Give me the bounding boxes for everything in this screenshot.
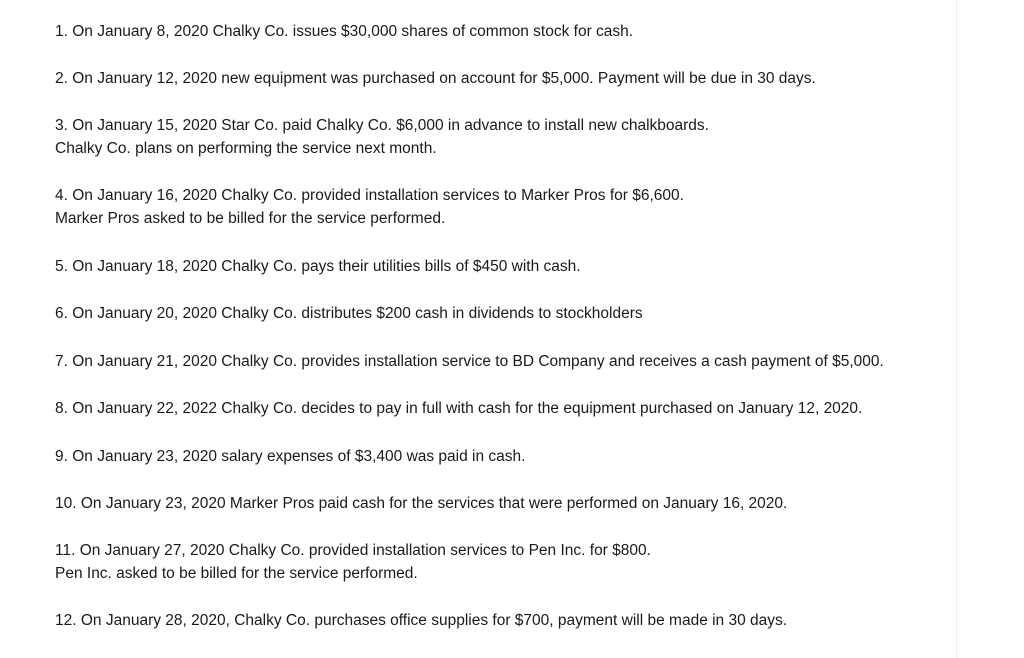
item-line: 10. On January 23, 2020 Marker Pros paid cash for the services that were performed on January 16, 2020. — [55, 495, 788, 512]
list-item — [55, 539, 950, 585]
item-line: 1. On January 8, 2020 Chalky Co. issues $30,000 shares of common stock for cash. — [55, 23, 634, 40]
item-line: Pen Inc. asked to be billed for the service performed. — [55, 565, 418, 582]
list-item — [55, 445, 950, 468]
transaction-list — [55, 20, 950, 632]
list-item — [55, 397, 950, 420]
list-item — [55, 492, 950, 515]
item-line: Chalky Co. plans on performing the service next month. — [55, 140, 437, 157]
item-line: 3. On January 15, 2020 Star Co. paid Chalky Co. $6,000 in advance to install new chalkboards. — [55, 117, 709, 134]
item-line: 6. On January 20, 2020 Chalky Co. distributes $200 cash in dividends to stockholders — [55, 305, 643, 322]
list-item — [55, 302, 950, 325]
list-item — [55, 184, 950, 230]
item-line: 8. On January 22, 2022 Chalky Co. decides to pay in full with cash for the equipment purchased on January 12, 2020. — [55, 400, 863, 417]
item-line: 2. On January 12, 2020 new equipment was purchased on account for $5,000. Payment will be due in 30 days. — [55, 70, 816, 87]
list-item — [55, 67, 950, 90]
item-line: 11. On January 27, 2020 Chalky Co. provided installation services to Pen Inc. for $800. — [55, 542, 651, 559]
item-line: 4. On January 16, 2020 Chalky Co. provided installation services to Marker Pros for $6,600. — [55, 187, 684, 204]
item-line: Marker Pros asked to be billed for the service performed. — [55, 210, 446, 227]
list-item — [55, 609, 950, 632]
item-line: 5. On January 18, 2020 Chalky Co. pays their utilities bills of $450 with cash. — [55, 258, 581, 275]
list-item — [55, 20, 950, 43]
list-item — [55, 255, 950, 278]
item-line: 12. On January 28, 2020, Chalky Co. purchases office supplies for $700, payment will be made in 30 days. — [55, 612, 788, 629]
item-line: 7. On January 21, 2020 Chalky Co. provides installation service to BD Company and receives a cash payment of $5,000. — [55, 353, 884, 370]
list-item — [55, 114, 950, 160]
item-line: 9. On January 23, 2020 salary expenses of $3,400 was paid in cash. — [55, 448, 526, 465]
list-item — [55, 350, 950, 373]
